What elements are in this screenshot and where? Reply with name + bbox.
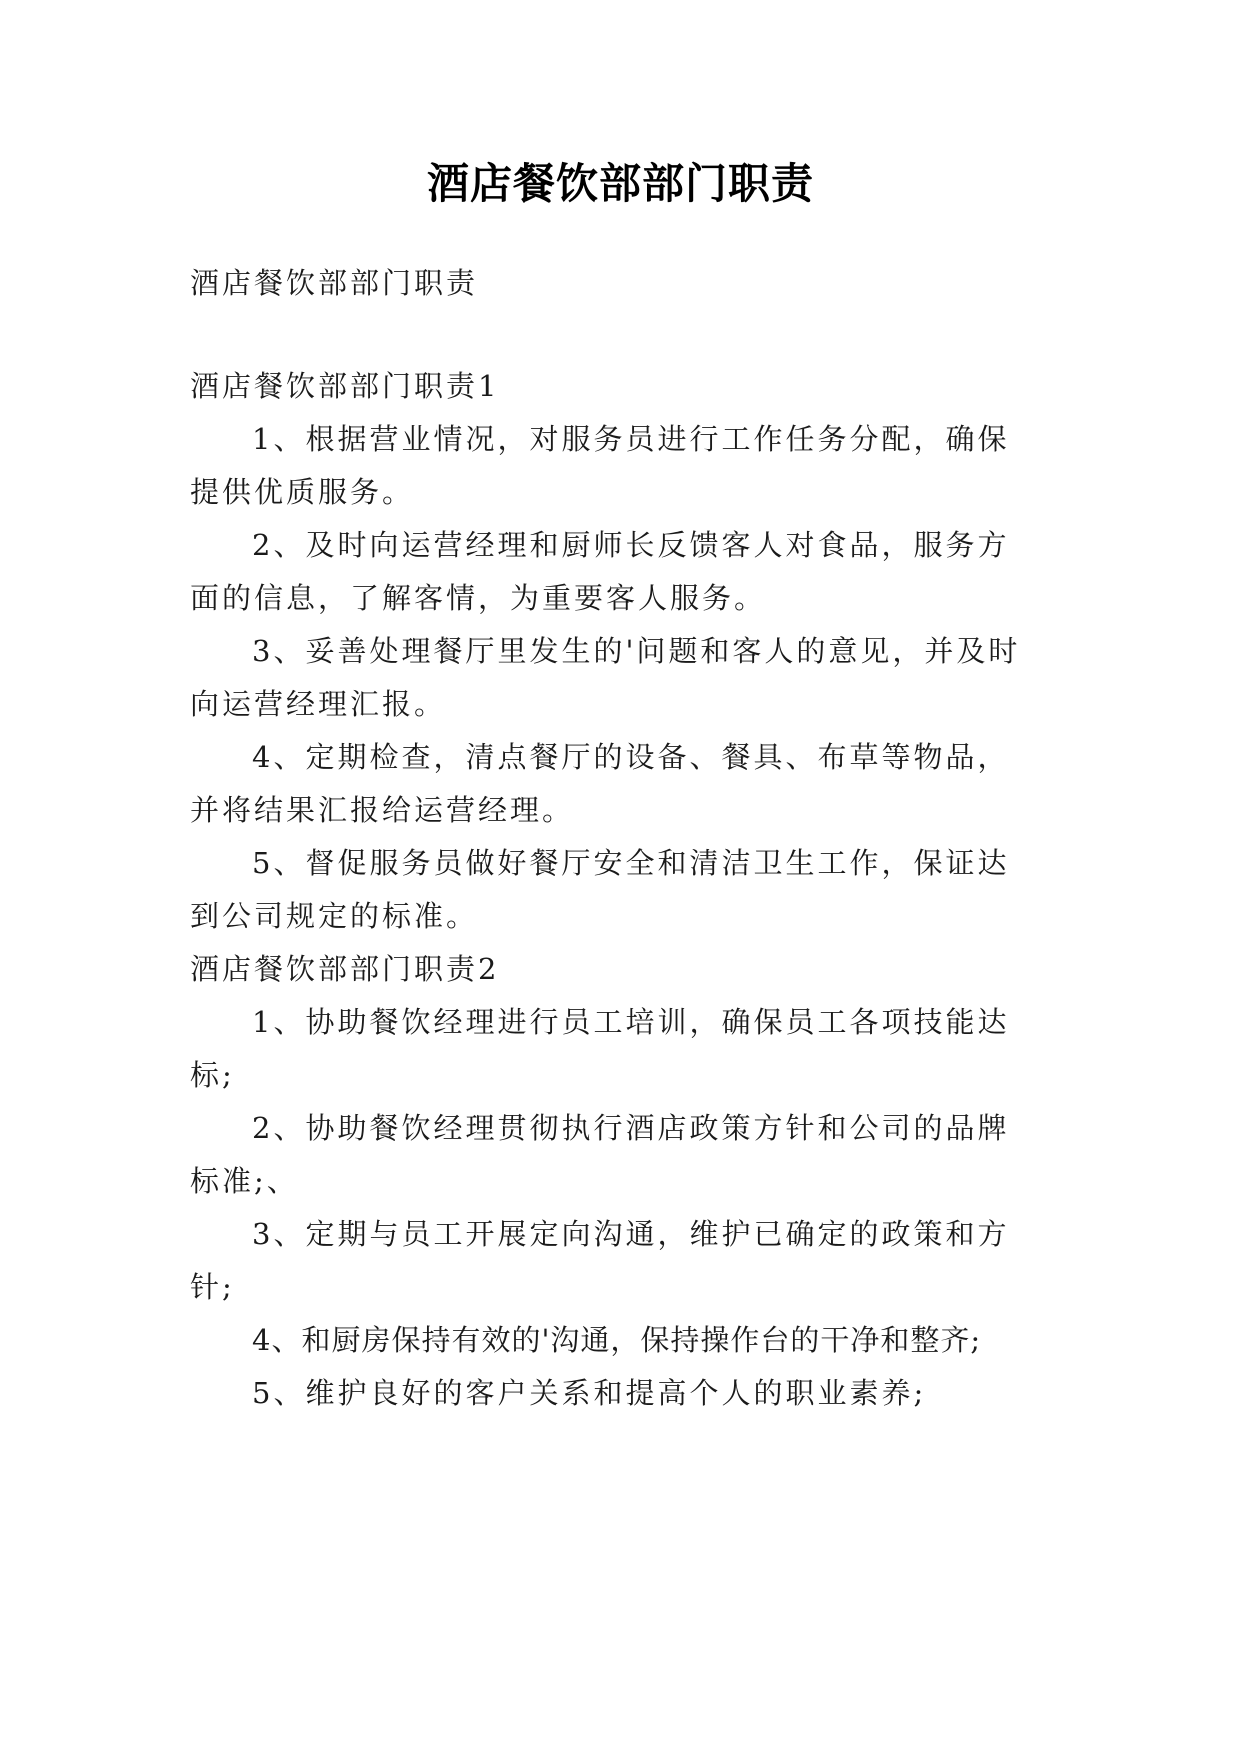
document-title: 酒店餐饮部部门职责 — [426, 159, 814, 208]
section2-item5-line1: 5、维护良好的客户关系和提高个人的职业素养; — [252, 1376, 927, 1410]
section1-item2-line1: 2、及时向运营经理和厨师长反馈客人对食品，服务方 — [252, 528, 1010, 562]
section1-item5-line2: 到公司规定的标准。 — [190, 899, 479, 933]
section1-item4-line2: 并将结果汇报给运营经理。 — [190, 793, 575, 827]
section1-item5-line1: 5、督促服务员做好餐厅安全和清洁卫生工作，保证达 — [252, 846, 1010, 880]
section1-item3-line1: 3、妥善处理餐厅里发生的'问题和客人的意见，并及时 — [252, 634, 1021, 668]
section1-item4-line1: 4、定期检查，清点餐厅的设备、餐具、布草等物品， — [252, 740, 1010, 774]
section-heading-1: 酒店餐饮部部门职责1 — [190, 369, 500, 403]
section-heading-2: 酒店餐饮部部门职责2 — [190, 952, 500, 986]
section2-item2-line2: 标准;、 — [190, 1164, 299, 1198]
section2-item2-line1: 2、协助餐饮经理贯彻执行酒店政策方针和公司的品牌 — [252, 1111, 1010, 1145]
section2-item1-line2: 标; — [190, 1058, 235, 1092]
section1-item3-line2: 向运营经理汇报。 — [190, 687, 447, 721]
document-subtitle: 酒店餐饮部部门职责 — [190, 266, 479, 300]
section1-item2-line2: 面的信息，了解客情，为重要客人服务。 — [190, 581, 767, 615]
section2-item1-line1: 1、协助餐饮经理进行员工培训，确保员工各项技能达 — [252, 1005, 1010, 1039]
section2-item3-line2: 针; — [190, 1270, 235, 1304]
section1-item1-line2: 提供优质服务。 — [190, 475, 415, 509]
section1-item1-line1: 1、根据营业情况，对服务员进行工作任务分配，确保 — [252, 422, 1010, 456]
section2-item4-line1: 4、和厨房保持有效的'沟通，保持操作台的干净和整齐; — [252, 1323, 982, 1357]
section2-item3-line1: 3、定期与员工开展定向沟通，维护已确定的政策和方 — [252, 1217, 1010, 1251]
